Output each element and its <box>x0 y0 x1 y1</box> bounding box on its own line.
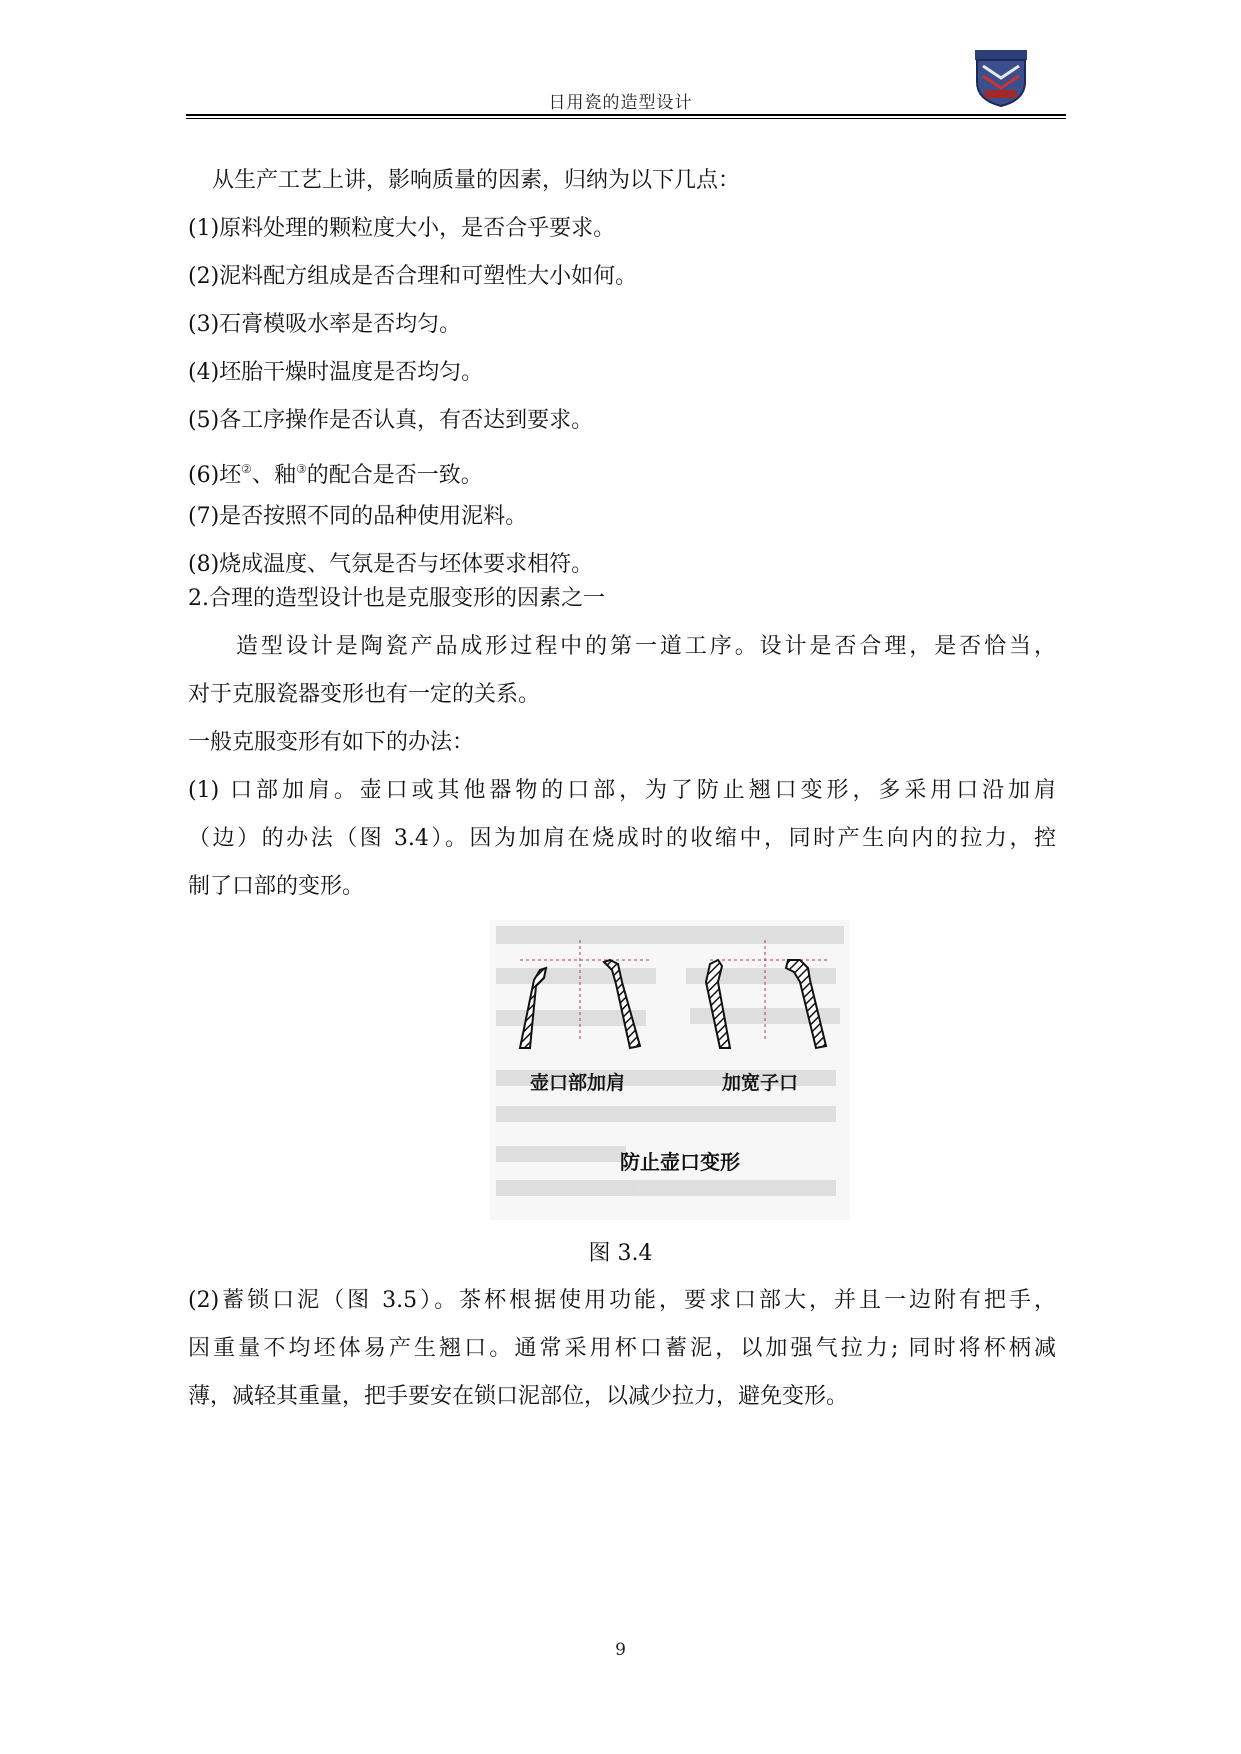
header-rule-thin <box>186 118 1066 119</box>
paragraph-line: 因重量不均坯体易产生翘口。通常采用杯口蓄泥，以加强气拉力; 同时将杯柄减 <box>188 1336 1056 1361</box>
paragraph-line: 造型设计是陶瓷产品成形过程中的第一道工序。设计是否合理，是否恰当， <box>236 634 1056 659</box>
figure-caption: 图 3.4 <box>588 1241 653 1266</box>
list-item-6-mid: 、釉 <box>251 463 296 488</box>
paragraph-line: （边）的办法（图 3.4）。因为加肩在烧成时的收缩中，同时产生向内的拉力，控 <box>188 826 1056 851</box>
page-number: 9 <box>615 1640 626 1660</box>
methods-intro: 一般克服变形有如下的办法： <box>188 730 475 755</box>
header-rule <box>186 114 1066 116</box>
footnote-marker: ③ <box>295 462 307 476</box>
list-item-6-prefix: (6)坯 <box>188 463 242 488</box>
list-item: (1)原料处理的颗粒度大小，是否合乎要求。 <box>188 216 616 241</box>
figure-label-right: 加宽子口 <box>722 1072 799 1094</box>
paragraph-line: (2)蓄锁口泥（图 3.5）。茶杯根据使用功能，要求口部大，并且一边附有把手， <box>188 1288 1056 1313</box>
list-item: (3)石膏模吸水率是否均匀。 <box>188 312 462 337</box>
list-item: (4)坯胎干燥时温度是否均匀。 <box>188 360 484 385</box>
list-item: (8)烧成温度、气氛是否与坯体要求相符。 <box>188 552 594 577</box>
paragraph-line: 对于克服瓷器变形也有一定的关系。 <box>188 682 541 707</box>
paragraph-line: 制了口部的变形。 <box>188 874 365 899</box>
list-item-6 <box>188 454 483 491</box>
figure-3-4 <box>490 920 850 1220</box>
running-header-title: 日用瓷的造型设计 <box>548 93 693 113</box>
intro-paragraph: 从生产工艺上讲，影响质量的因素，归纳为以下几点： <box>212 168 741 193</box>
paragraph-line: (1) 口部加肩。壶口或其他器物的口部，为了防止翘口变形，多采用口沿加肩 <box>188 778 1056 803</box>
list-item: (5)各工序操作是否认真，有否达到要求。 <box>188 408 594 433</box>
list-item: (7)是否按照不同的品种使用泥料。 <box>188 504 528 529</box>
list-item: (2)泥料配方组成是否合理和可塑性大小如何。 <box>188 264 638 289</box>
figure-label-bottom: 防止壶口变形 <box>620 1150 740 1174</box>
university-crest-logo <box>973 48 1029 108</box>
list-item-6-suffix: 的配合是否一致。 <box>306 463 483 488</box>
paragraph-line: 薄，减轻其重量，把手要安在锁口泥部位，以减少拉力，避免变形。 <box>188 1384 849 1409</box>
section-heading: 2.合理的造型设计也是克服变形的因素之一 <box>188 586 605 611</box>
figure-label-left: 壶口部加肩 <box>530 1072 626 1094</box>
footnote-marker: ② <box>241 462 252 476</box>
